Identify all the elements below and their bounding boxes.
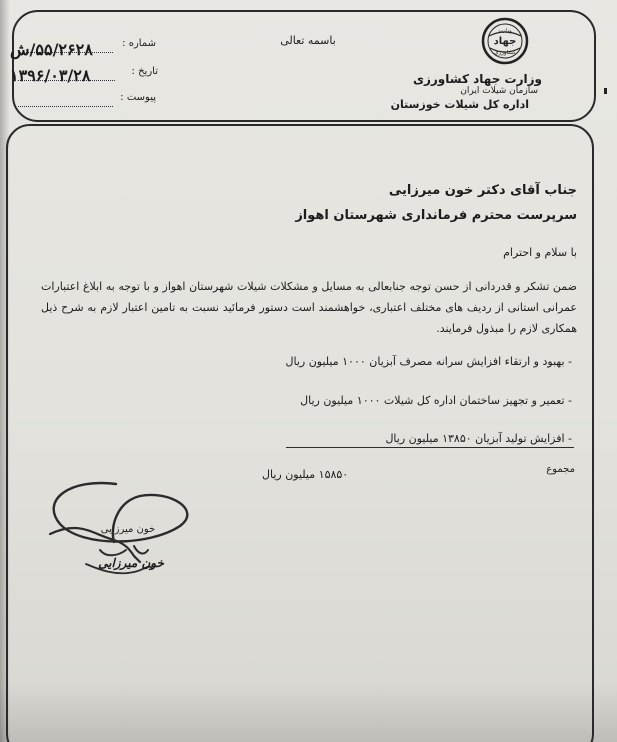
total-label: مجموع xyxy=(546,464,575,475)
number-label: شماره : xyxy=(122,38,156,49)
logo-text-top: وزارت xyxy=(498,28,512,34)
handwritten-name: خون میرزایی xyxy=(98,556,164,570)
number-value: ۵۵/۲۶۲۸/ش xyxy=(10,40,93,59)
logo-text-bottom: کشاورزی xyxy=(494,50,516,56)
letter-paragraph: ضمن تشکر و قدردانی از حسن توجه جنابعالی به مسایل و مشکلات شیلات شهرستان اهواز و با توجه به ابلاغ اعتبارات عمرانی استانی از ردیف های مختلف اعتباری، خواهشمند است دستور فرمائید نسبت به تامین اعتبار لازم به شرح ذیل همکاری لازم را مبذول فرمایند. xyxy=(41,280,577,335)
basmala: باسمه تعالی xyxy=(280,34,336,47)
ministry-logo-icon xyxy=(480,16,530,66)
signature-icon xyxy=(30,480,230,592)
date-label: تاریخ : xyxy=(131,66,158,77)
budget-item: - افزایش تولید آبزیان ۱۳۸۵۰ میلیون ریال xyxy=(385,432,572,445)
total-value: ۱۵۸۵۰ میلیون ریال xyxy=(262,468,349,481)
logo-text-main: جهاد xyxy=(493,36,517,47)
organization-name: سازمان شیلات ایران xyxy=(460,86,538,96)
attachment-line xyxy=(18,106,113,107)
office-name: اداره کل شیلات خوزستان xyxy=(390,98,529,111)
item-underline xyxy=(286,447,574,448)
recipient-name: جناب آقای دکتر خون میرزایی xyxy=(388,183,577,198)
attachment-label: پیوست : xyxy=(120,92,156,103)
budget-item: - تعمیر و تجهیز ساختمان اداره کل شیلات ۱۰۰۰ میلیون ریال xyxy=(300,394,572,407)
ministry-name: وزارت جهاد کشاورزی xyxy=(412,72,542,86)
signatory-name: خون میرزایی xyxy=(100,524,156,535)
margin-mark xyxy=(604,88,607,94)
budget-item: - بهبود و ارتقاء افزایش سرانه مصرف آبزیان ۱۰۰۰ میلیون ریال xyxy=(285,355,572,368)
date-value: ۱۳۹۶/۰۳/۲۸ xyxy=(10,66,91,85)
greeting: با سلام و احترام xyxy=(503,246,577,259)
recipient-title: سرپرست محترم فرمانداری شهرستان اهواز xyxy=(295,208,577,223)
